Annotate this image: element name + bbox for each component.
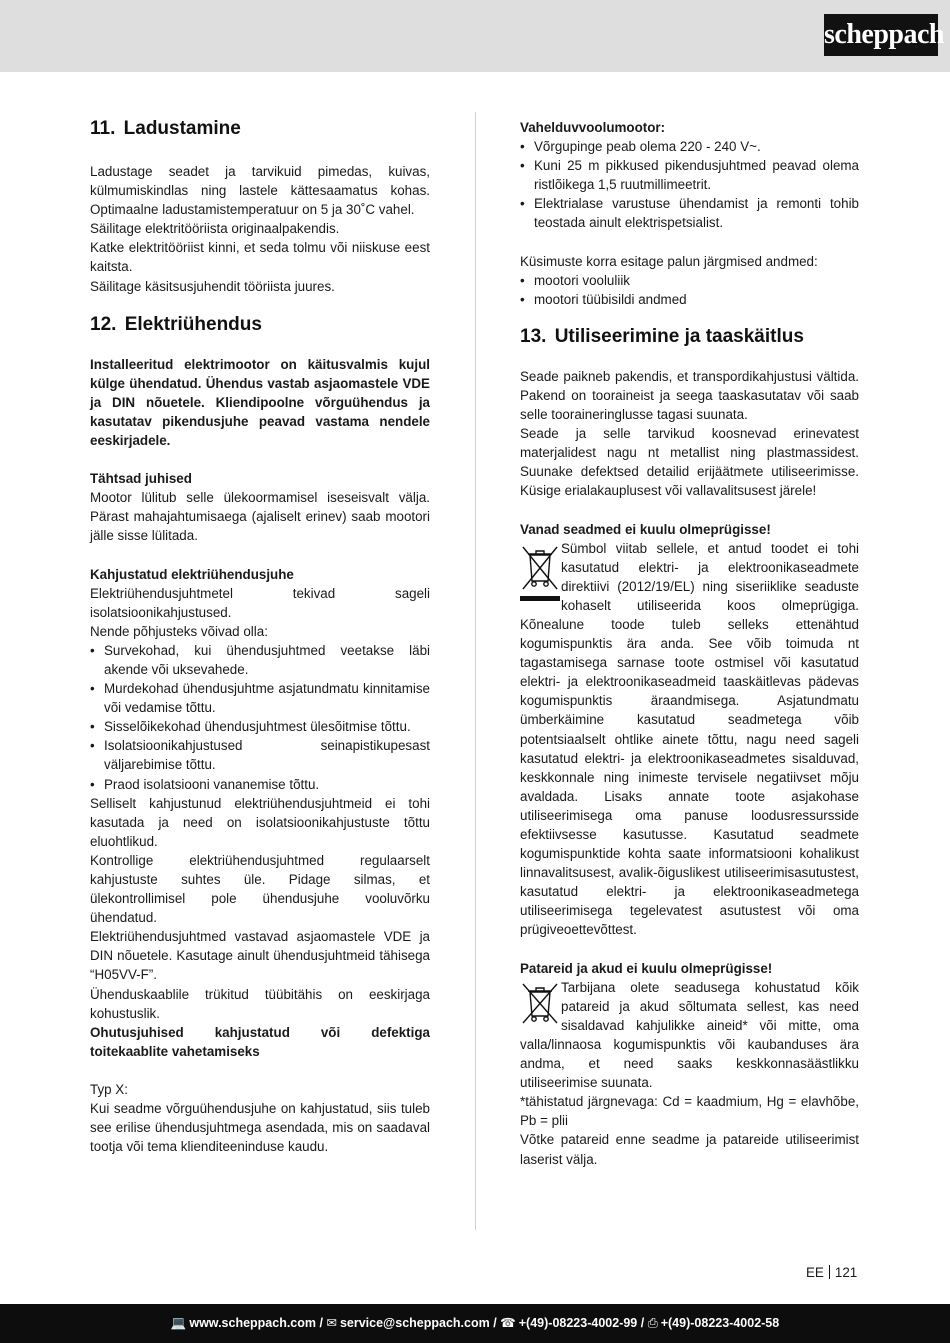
list-item: • Murdekohad ühendusjuhtme asjatundmatu kinnitamise või vedamise tõttu. bbox=[90, 679, 430, 717]
bullet-list bbox=[520, 137, 859, 232]
paragraph: Mootor lülitub selle ülekoormamisel iseseisvalt välja. Pärast mahajahtumisaega (ajaliselt erinev) saab mootori jälle sisse lülitada. bbox=[90, 490, 430, 544]
intro-paragraph: Installeeritud elektrimootor on käitusvalmis kujul külge ühendatud. Ühendus vastab asjaomastele VDE ja DIN nõuetele. Kliendipoolne võrguühendus ja kasutatav pikendusjuhe peavad vastama nendele eeskirjadele. bbox=[90, 356, 430, 449]
paragraph: Elektriühendusjuhtmed vastavad asjaomastele VDE ja DIN nõuetele. Kasutage ainult ühendusjuhtmeid tähisega “H05VV-F”. bbox=[90, 929, 430, 983]
section-13-heading bbox=[520, 326, 859, 348]
section-11-heading bbox=[90, 118, 430, 140]
mail-icon: ✉ bbox=[326, 1316, 337, 1330]
paragraph: Kontrollige elektriühendusjuhtmed regulaarselt kahjustuste suhtes üle. Pidage silmas, et ülekontrollimisel pole ühendusjuhe vooluvõrku ühendatud. bbox=[90, 852, 430, 926]
list-item: • Võrgupinge peab olema 220 - 240 V~. bbox=[520, 137, 859, 156]
section-number: 11. bbox=[90, 118, 116, 139]
fax-icon: ⎙ bbox=[647, 1316, 658, 1330]
paragraph: Seade ja selle tarvikud koosnevad erinevatest materjalidest nagu nt metallist ning plastmassidest. Suunake defektsed detailid erijäätmete utiliseerimisse. Küsige erialakauplusest või vallavalitsusest järele! bbox=[520, 426, 859, 499]
footer-fax: +(49)-08223-4002-58 bbox=[660, 1316, 780, 1330]
page-number bbox=[806, 1265, 857, 1280]
subheading: Vanad seadmed ei kuulu olmeprügisse! bbox=[520, 521, 771, 537]
subheading: Kahjustatud elektriühendusjuhe bbox=[90, 566, 294, 582]
paragraph: Võtke patareid enne seadme ja patareide utiliseerimist laserist välja. bbox=[520, 1132, 859, 1167]
crossed-bin-icon bbox=[520, 980, 560, 1024]
list-item: • Praod isolatsiooni vananemise tõttu. bbox=[90, 775, 430, 794]
right-column bbox=[520, 118, 859, 1169]
battery-block bbox=[520, 978, 859, 1169]
paragraph: *tähistatud järgnevaga: Cd = kaadmium, Hg = elavhõbe, Pb = plii bbox=[520, 1094, 859, 1129]
subheading: Tähtsad juhised bbox=[90, 471, 192, 487]
paragraph: Nende põhjusteks võivad olla: bbox=[90, 623, 268, 639]
footer-mail[interactable]: service@scheppach.com bbox=[339, 1316, 490, 1330]
paragraph: Ladustage seadet ja tarvikuid pimedas, kuivas, külmumiskindlas ning lastele kättesaamatus kohas. Optimaalne ladustamistemperatuur on 5 ja 30˚C vahel. bbox=[90, 164, 430, 218]
section-title: Ladustamine bbox=[123, 118, 241, 139]
footer-separator: / bbox=[493, 1316, 497, 1330]
computer-icon: 💻 bbox=[170, 1316, 187, 1330]
section-title: Elektriühendus bbox=[124, 313, 262, 335]
paragraph: Seade paikneb pakendis, et transpordikahjustusi vältida. Pakend on tooraineist ja seega taaskasutatav või saab selle tooraineringlusse tagasi suunata. bbox=[520, 368, 859, 423]
paragraph: Säilitage käsitsusjuhendit tööriista juures. bbox=[90, 278, 335, 294]
page-value: 121 bbox=[834, 1265, 858, 1280]
list-item: • Survekohad, kui ühendusjuhtmed veetakse läbi akende või uksevahede. bbox=[90, 641, 430, 679]
bullet-list bbox=[520, 271, 859, 309]
paragraph: Elektriühendusjuhtmetel tekivad sageli isolatsioonikahjustused. bbox=[90, 585, 430, 620]
paragraph: Typ X: bbox=[90, 1081, 128, 1097]
phone-icon: ☎ bbox=[500, 1316, 516, 1330]
section-number: 12. bbox=[90, 313, 117, 335]
language-code: EE bbox=[806, 1265, 824, 1280]
footer-separator: / bbox=[319, 1316, 323, 1330]
list-item: • Isolatsioonikahjustused seinapistikupesast väljarebimise tõttu. bbox=[90, 736, 430, 774]
page-separator bbox=[829, 1265, 830, 1279]
list-item: • Kuni 25 m pikkused pikendusjuhtmed peavad olema ristlõikega 1,5 ruutmillimeetrit. bbox=[520, 156, 859, 194]
subheading: Patareid ja akud ei kuulu olmeprügisse! bbox=[520, 960, 773, 976]
section-number: 13. bbox=[520, 325, 547, 347]
list-item: • Elektrialase varustuse ühendamist ja remonti tohib teostada ainult elektrispetsialist. bbox=[520, 194, 859, 232]
section-12-heading bbox=[90, 314, 430, 336]
footer-web[interactable]: www.scheppach.com bbox=[189, 1316, 317, 1330]
column-divider bbox=[475, 112, 476, 1230]
crossed-bin-icon bbox=[520, 541, 560, 603]
left-column bbox=[90, 118, 430, 1156]
list-item: • mootori tüübisildi andmed bbox=[520, 290, 859, 309]
list-item: • Sisselõikekohad ühendusjuhtmest ülesõitmise tõttu. bbox=[90, 717, 430, 736]
subheading: Vahelduvvoolumootor: bbox=[520, 120, 666, 135]
brand-logo: scheppach bbox=[824, 14, 938, 56]
paragraph: Küsimuste korra esitage palun järgmised andmed: bbox=[520, 253, 818, 269]
footer-separator: / bbox=[640, 1316, 645, 1330]
paragraph: Katke elektritööriist kinni, et seda tolmu või niiskuse eest kaitsta. bbox=[90, 240, 430, 275]
weee-block bbox=[520, 539, 859, 940]
header-bar bbox=[0, 0, 950, 72]
footer-bar bbox=[0, 1304, 950, 1343]
list-item: • mootori vooluliik bbox=[520, 271, 859, 290]
bullet-list bbox=[90, 641, 430, 794]
paragraph: Kui seadme võrguühendusjuhe on kahjustatud, siis tuleb see erilise ühendusjuhtmega asendada, mis on saadaval tootja või tema klienditeeninduse kaudu. bbox=[90, 1101, 430, 1155]
paragraph: Selliselt kahjustunud elektriühendusjuhtmeid ei tohi kasutada ja need on isolatsioonikahjustuste tõttu eluohtlikud. bbox=[90, 795, 430, 849]
footer-phone: +(49)-08223-4002-99 bbox=[518, 1316, 638, 1330]
section-title: Utiliseerimine ja taaskäitlus bbox=[554, 325, 804, 347]
paragraph: Ühenduskaablile trükitud tüübitähis on eeskirjaga kohustuslik. bbox=[90, 986, 430, 1021]
subheading: Ohutusjuhised kahjustatud või defektiga toitekaablite vahetamiseks bbox=[90, 1024, 430, 1059]
paragraph: Säilitage elektritööriista originaalpakendis. bbox=[90, 221, 340, 237]
battery-text: Tarbijana olete seadusega kohustatud kõik patareid ja akud sõltumata sellest, kas need sisaldavad kahjulikke aineid* või mitte, oma valla/linnaosa kogumispunktis või kaubanduses ära andma, et need saaks keskkonnasäästlikku utiliseerimise suunata. bbox=[520, 979, 859, 1091]
weee-text: Sümbol viitab sellele, et antud toodet ei tohi kasutatud elektri- ja elektroonikaseadmete direktiivi (2012/19/EL) ning siseriiklike seaduste kohaselt utiliseerida koos olmeprügiga. Kõnealune toode tuleb selleks ettenähtud kogumispunktis ära anda. See võib toimuda nt tagastamisega sarnase toote ostmisel või kasutatud elektri- ja elektroonikaseadmeid taaskäitlevas pädevas kogumispunktis äraandmisega. Asjatundmatu ümberkäimine kasutatud seadmetega võib potentsiaalselt ohtlike ainete tõttu, nagu need sageli kasutatud elektri- ja elektroonikaseadmetes sisalduvad, keskkonnale ning inimeste tervisele negatiivset mõju avaldada. Lisaks annate toote asjakohase utiliseerimisega oma panuse loodusressursside efektiivsesse kasutusse. Kasutatud seadmete kogumispunktide kohta saate informatsiooni kohalikust linnavalitsusest, avalik-õiguslikest utiliseerimisasutustest, kasutatud elektri- ja elektroonikaseadmetega utiliseerimisega tegelevatest asutustest või oma prügiveoettevõttest. bbox=[520, 540, 859, 938]
